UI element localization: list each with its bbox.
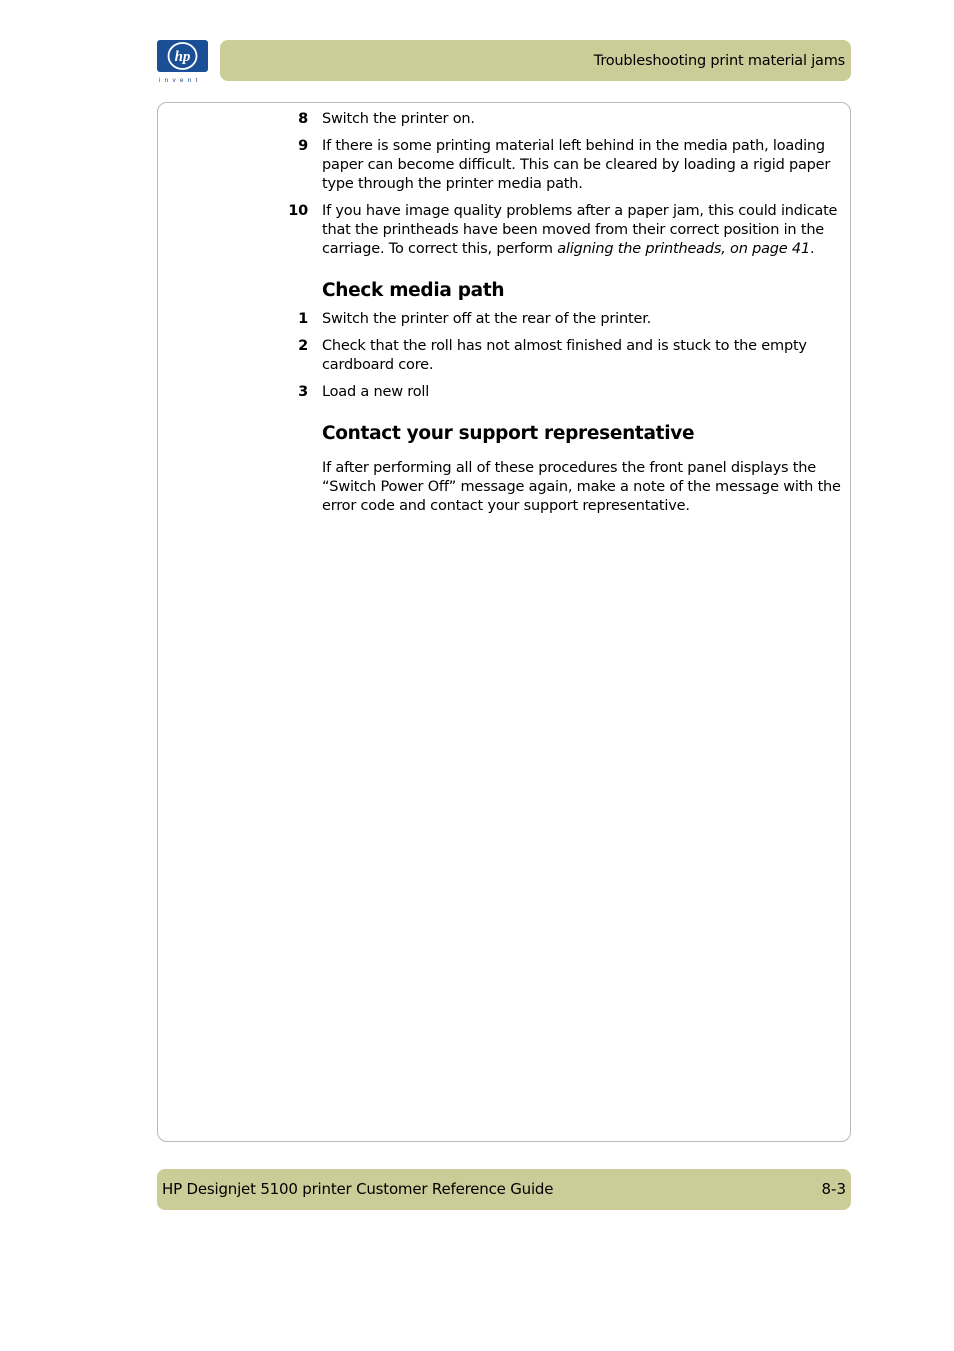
section-heading-media-path: Check media path bbox=[322, 280, 505, 301]
cross-reference-link[interactable]: aligning the printheads, on page 41 bbox=[557, 241, 810, 257]
hp-logo bbox=[157, 40, 209, 84]
step-number: 9 bbox=[298, 138, 308, 154]
step-number: 1 bbox=[298, 311, 308, 327]
step-number: 3 bbox=[298, 384, 308, 400]
step-text-before-link: If you have image quality problems after a paper jam, this could indicate that the printheads have been moved from their correct position in the carriage. To correct this, perform bbox=[322, 203, 838, 257]
footer-bar bbox=[157, 1169, 851, 1210]
hp-logo-mark: hp bbox=[174, 49, 191, 65]
step-text bbox=[322, 202, 842, 259]
content-text bbox=[282, 110, 842, 516]
page-title: Troubleshooting print material jams bbox=[593, 53, 845, 69]
page-number: 8-3 bbox=[821, 1180, 846, 1198]
step-number: 2 bbox=[298, 338, 308, 354]
footer-title: HP Designjet 5100 printer Customer Reference Guide bbox=[162, 1180, 554, 1198]
step-text: Check that the roll has not almost finished and is stuck to the empty cardboard core. bbox=[322, 338, 807, 373]
step-text: Switch the printer on. bbox=[322, 111, 475, 127]
list-item bbox=[282, 110, 842, 129]
step-text: Switch the printer off at the rear of the printer. bbox=[322, 311, 652, 327]
step-text-after-link: . bbox=[809, 241, 815, 257]
list-item bbox=[282, 137, 842, 194]
list-item bbox=[282, 310, 842, 329]
step-text: Load a new roll bbox=[322, 384, 430, 400]
step-number: 10 bbox=[288, 203, 308, 219]
list-item bbox=[282, 337, 842, 375]
list-item bbox=[282, 202, 842, 259]
support-paragraph: If after performing all of these procedures the front panel displays the “Switch Power Off” message again, make a note of the message with the error code and contact your support representative. bbox=[322, 460, 841, 514]
section-heading-support: Contact your support representative bbox=[322, 423, 695, 444]
step-text: If there is some printing material left behind in the media path, loading paper can become difficult. This can be cleared by loading a rigid paper type through the printer media path. bbox=[322, 138, 831, 192]
header-bar bbox=[220, 40, 851, 81]
hp-logo-invent: invent bbox=[159, 77, 202, 84]
list-item bbox=[282, 383, 842, 402]
step-number: 8 bbox=[298, 111, 308, 127]
